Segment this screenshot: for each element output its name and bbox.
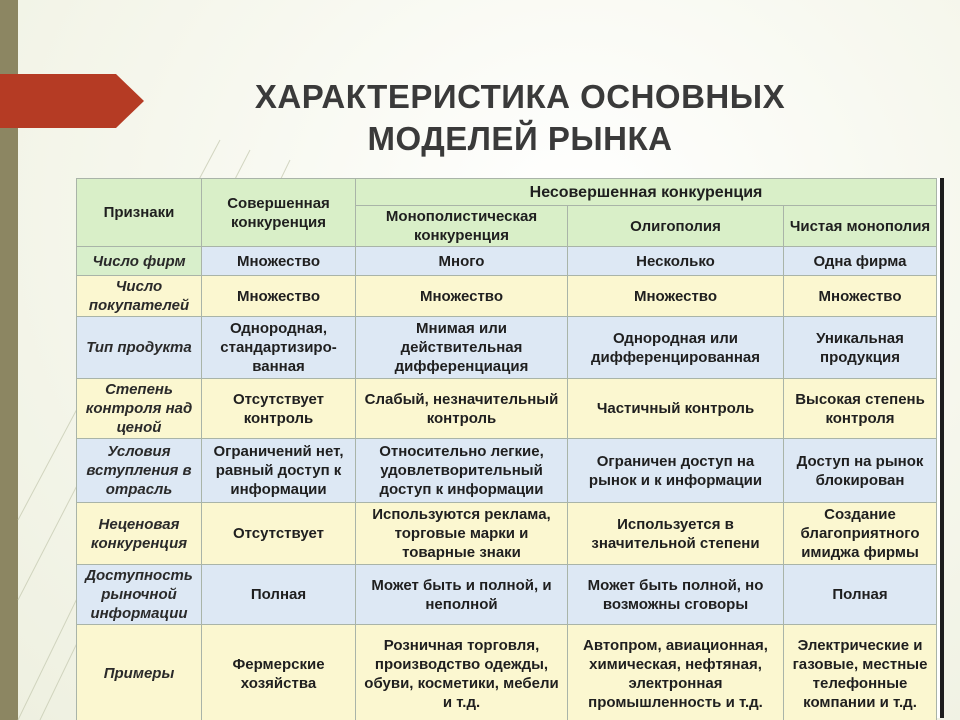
table-cell: Уникальная продукция [784, 317, 937, 379]
table-cell: Одна фирма [784, 247, 937, 276]
table-row [77, 247, 937, 276]
row-label: Число фирм [77, 247, 202, 276]
title-line-2: МОДЕЛЕЙ РЫНКА [367, 120, 673, 157]
arrow-tab-decoration [0, 74, 144, 128]
table-cell: Ограничен доступ на рынок и к информации [568, 439, 784, 503]
table-row [77, 503, 937, 565]
header-monopolistic-competition: Монополистическая конкуренция [356, 206, 568, 247]
table-cell: Частичный контроль [568, 379, 784, 439]
table-cell: Может быть полной, но возможны сговоры [568, 565, 784, 625]
row-label: Неценовая конкуренция [77, 503, 202, 565]
table-cell: Ограничений нет, равный доступ к информации [202, 439, 356, 503]
table-cell: Мнимая или действительная дифференциация [356, 317, 568, 379]
table-cell: Однородная или дифференцированная [568, 317, 784, 379]
page-title [180, 76, 860, 160]
table-cell: Используется в значительной степени [568, 503, 784, 565]
header-oligopoly: Олигополия [568, 206, 784, 247]
table-cell: Полная [784, 565, 937, 625]
row-label: Степень контроля над ценой [77, 379, 202, 439]
table-row [77, 317, 937, 379]
row-label: Число покупателей [77, 276, 202, 317]
row-label: Доступность рыночной информации [77, 565, 202, 625]
row-label: Условия вступления в отрасль [77, 439, 202, 503]
table-row [77, 276, 937, 317]
table-cell: Множество [784, 276, 937, 317]
table-cell: Автопром, авиационная, химическая, нефтяная, электронная промышленность и т.д. [568, 625, 784, 720]
table-cell: Доступ на рынок блокирован [784, 439, 937, 503]
table-cell: Розничная торговля, производство одежды, обуви, косметики, мебели и т.д. [356, 625, 568, 720]
table-cell: Множество [202, 276, 356, 317]
header-features: Признаки [77, 179, 202, 247]
table-cell: Однородная, стандартизиро-ванная [202, 317, 356, 379]
table-cell: Полная [202, 565, 356, 625]
table-cell: Много [356, 247, 568, 276]
table-row [77, 565, 937, 625]
row-label: Примеры [77, 625, 202, 720]
table-cell: Множество [568, 276, 784, 317]
table-cell: Электрические и газовые, местные телефонные компании и т.д. [784, 625, 937, 720]
title-line-1: ХАРАКТЕРИСТИКА ОСНОВНЫХ [254, 78, 786, 115]
market-models-table [76, 178, 940, 718]
header-perfect-competition: Совершенная конкуренция [202, 179, 356, 247]
table-row [77, 439, 937, 503]
table-cell: Множество [202, 247, 356, 276]
table-cell: Фермерские хозяйства [202, 625, 356, 720]
table-cell: Отсутствует [202, 503, 356, 565]
table-cell: Отсутствует контроль [202, 379, 356, 439]
table-row [77, 379, 937, 439]
table-cell: Высокая степень контроля [784, 379, 937, 439]
header-pure-monopoly: Чистая монополия [784, 206, 937, 247]
row-label: Тип продукта [77, 317, 202, 379]
table-cell: Создание благоприятного имиджа фирмы [784, 503, 937, 565]
header-imperfect-competition: Несовершенная конкуренция [356, 179, 937, 206]
table-cell: Может быть и полной, и неполной [356, 565, 568, 625]
table-cell: Несколько [568, 247, 784, 276]
table-cell: Множество [356, 276, 568, 317]
table-cell: Относительно легкие, удовлетворительный доступ к информации [356, 439, 568, 503]
table-cell: Используются реклама, торговые марки и товарные знаки [356, 503, 568, 565]
table-row [77, 625, 937, 720]
table-cell: Слабый, незначительный контроль [356, 379, 568, 439]
